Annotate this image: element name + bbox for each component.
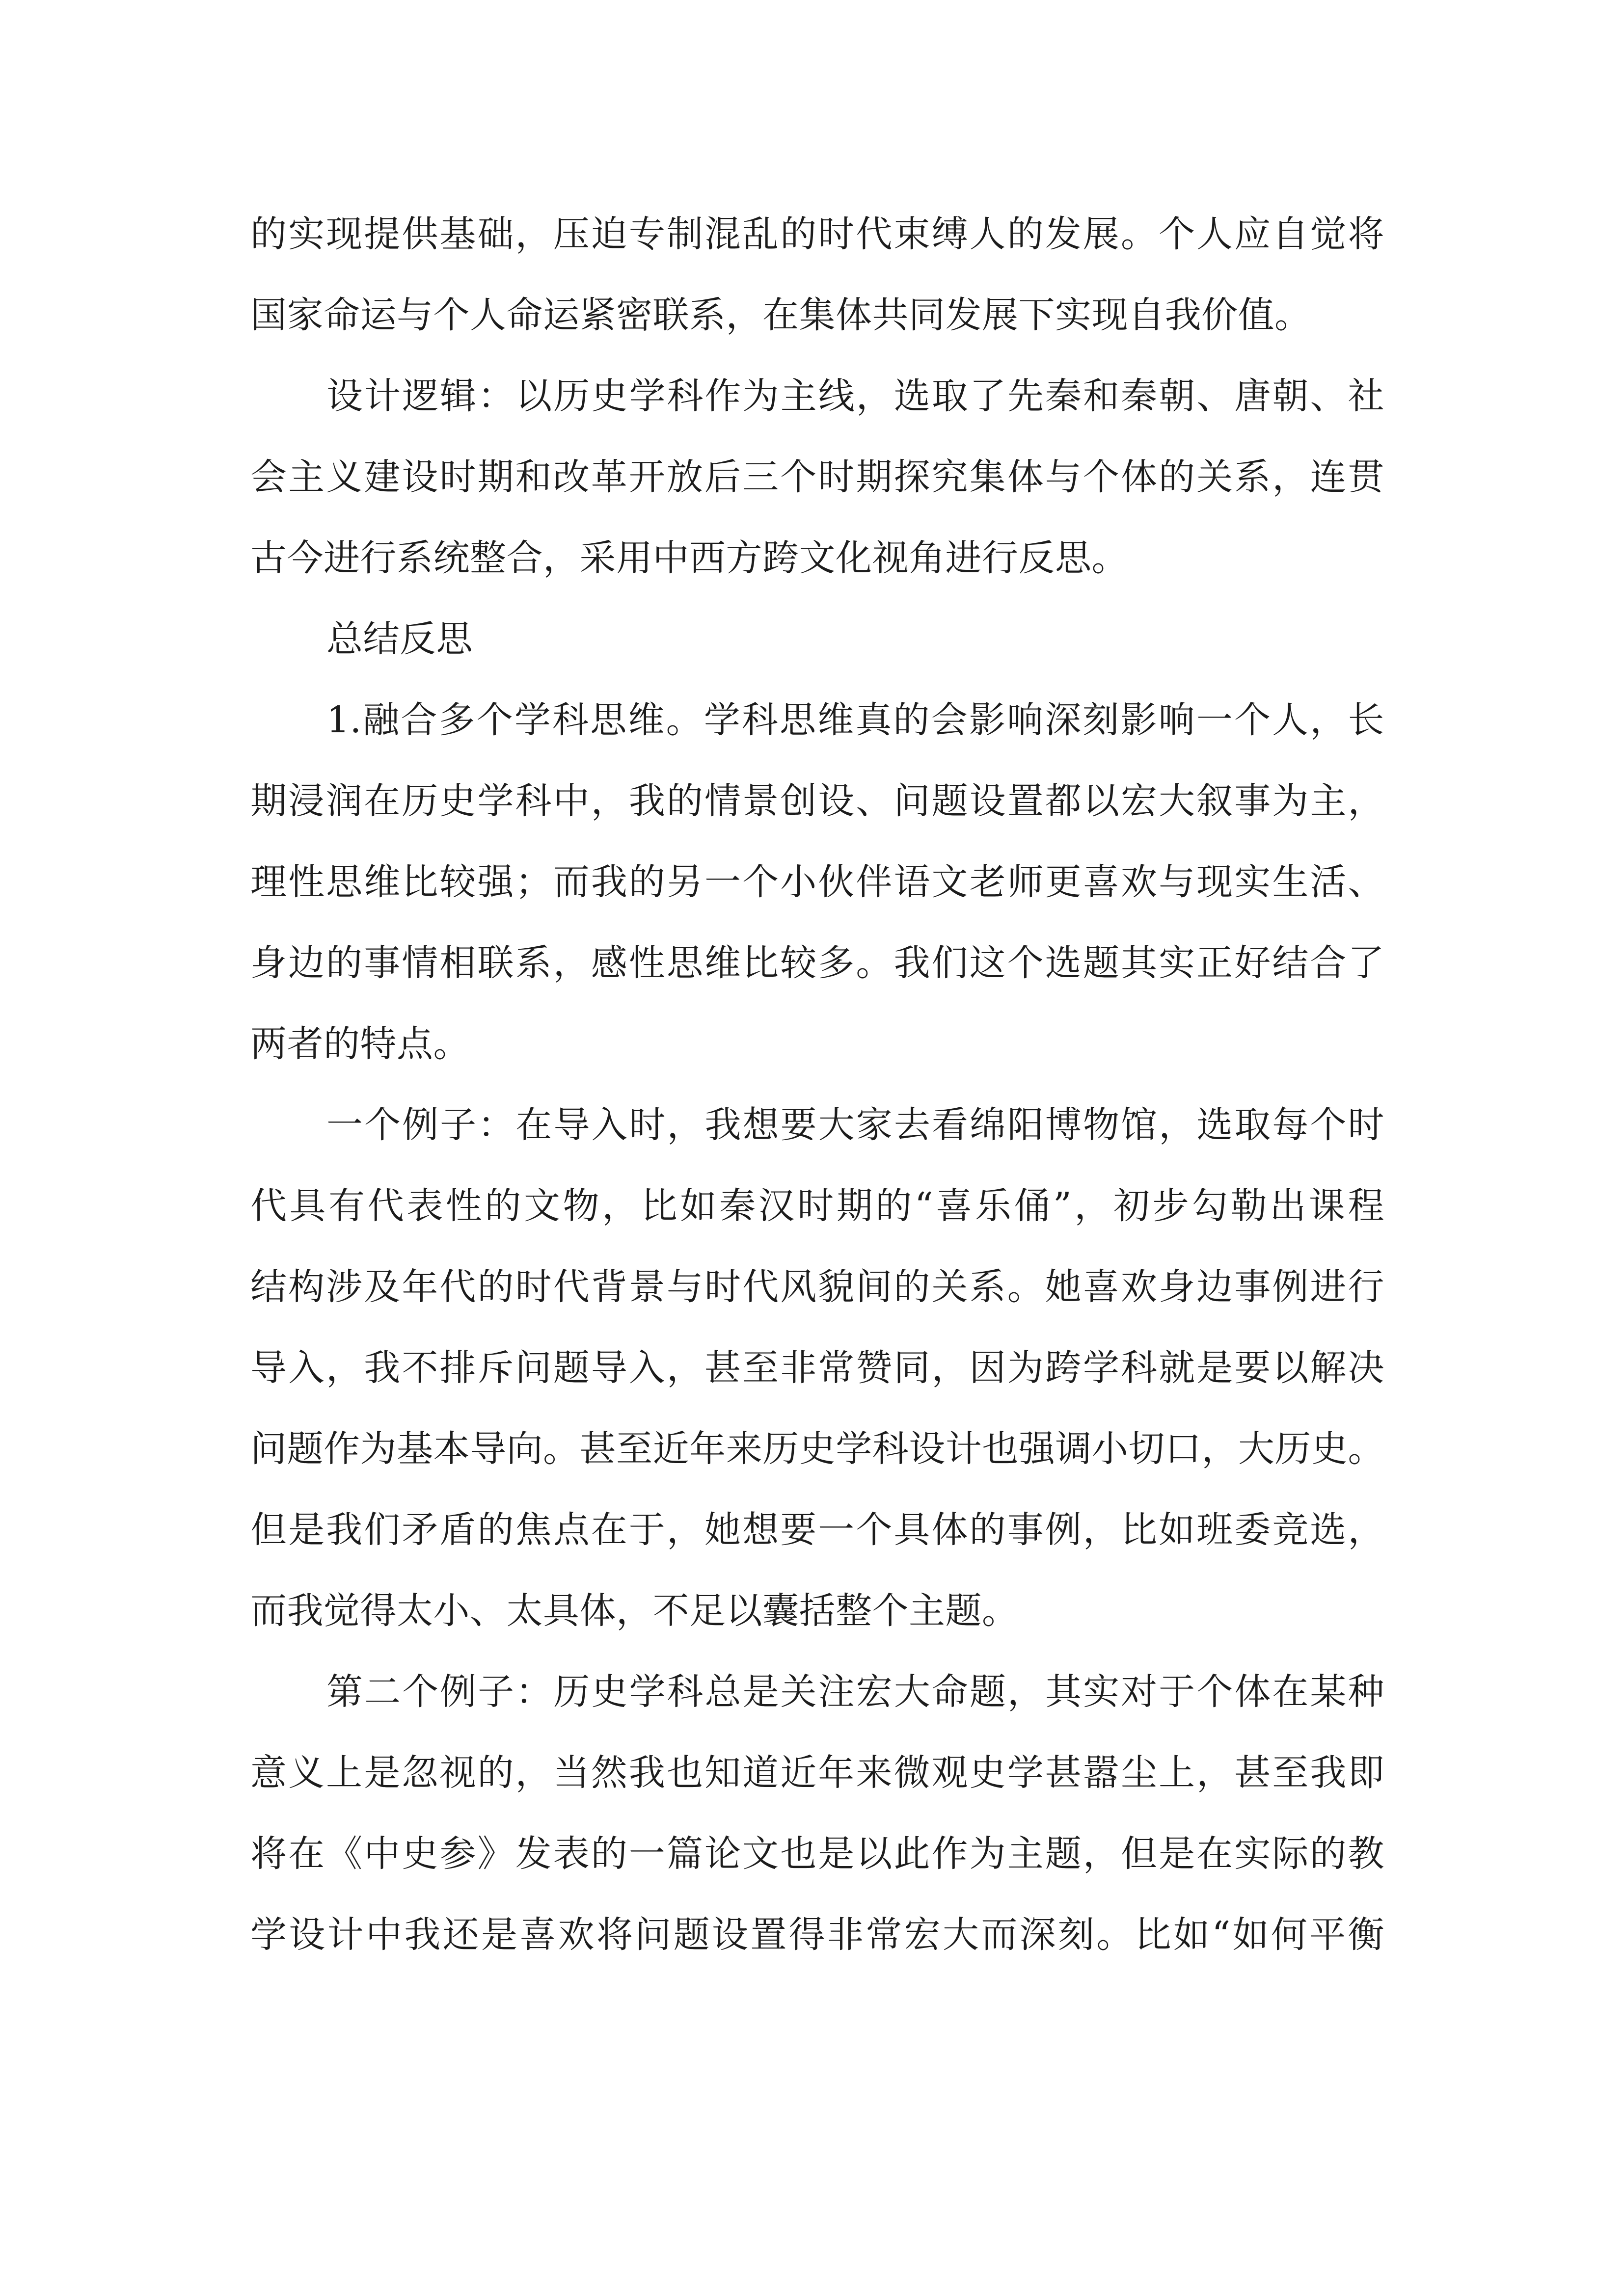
text-line: 但是我们矛盾的焦点在于，她想要一个具体的事例，比如班委竞选， (250, 1509, 1384, 1551)
text-line: 导入，我不排斥问题导入，甚至非常赞同，因为跨学科就是要以解决 (250, 1347, 1384, 1389)
text-line: 结构涉及年代的时代背景与时代风貌间的关系。她喜欢身边事例进行 (250, 1266, 1384, 1308)
text-line: 会主义建设时期和改革开放后三个时期探究集体与个体的关系，连贯 (250, 456, 1384, 498)
text-line: 国家命运与个人命运紧密联系，在集体共同发展下实现自我价值。 (250, 294, 1311, 336)
text-line: 问题作为基本导向。甚至近年来历史学科设计也强调小切口，大历史。 (250, 1428, 1384, 1470)
text-line: 学设计中我还是喜欢将问题设置得非常宏大而深刻。比如“如何平衡 (250, 1914, 1384, 1956)
paragraph-first-line: 总结反思 (326, 618, 473, 660)
paragraph-first-line: 第二个例子：历史学科总是关注宏大命题，其实对于个体在某种 (326, 1671, 1384, 1713)
body-text (250, 194, 1384, 1976)
text-line: 理性思维比较强；而我的另一个小伙伴语文老师更喜欢与现实生活、 (250, 861, 1384, 903)
text-line: 身边的事情相联系，感性思维比较多。我们这个选题其实正好结合了 (250, 942, 1384, 984)
paragraph-first-line: 一个例子：在导入时，我想要大家去看绵阳博物馆，选取每个时 (326, 1104, 1384, 1146)
text-line: 将在《中史参》发表的一篇论文也是以此作为主题，但是在实际的教 (250, 1833, 1384, 1875)
text-line: 而我觉得太小、太具体，不足以囊括整个主题。 (250, 1590, 1019, 1632)
paragraph-first-line: 1.融合多个学科思维。学科思维真的会影响深刻影响一个人，长 (326, 699, 1384, 741)
text-line: 的实现提供基础，压迫专制混乱的时代束缚人的发展。个人应自觉将 (250, 213, 1384, 255)
text-line: 两者的特点。 (250, 1023, 470, 1065)
text-line: 代具有代表性的文物，比如秦汉时期的“喜乐俑”，初步勾勒出课程 (250, 1185, 1384, 1227)
text-line: 意义上是忽视的，当然我也知道近年来微观史学甚嚣尘上，甚至我即 (250, 1752, 1384, 1794)
text-line: 期浸润在历史学科中，我的情景创设、问题设置都以宏大叙事为主， (250, 780, 1384, 822)
paragraph-first-line: 设计逻辑：以历史学科作为主线，选取了先秦和秦朝、唐朝、社 (326, 375, 1384, 417)
text-line: 古今进行系统整合，采用中西方跨文化视角进行反思。 (250, 537, 1128, 579)
